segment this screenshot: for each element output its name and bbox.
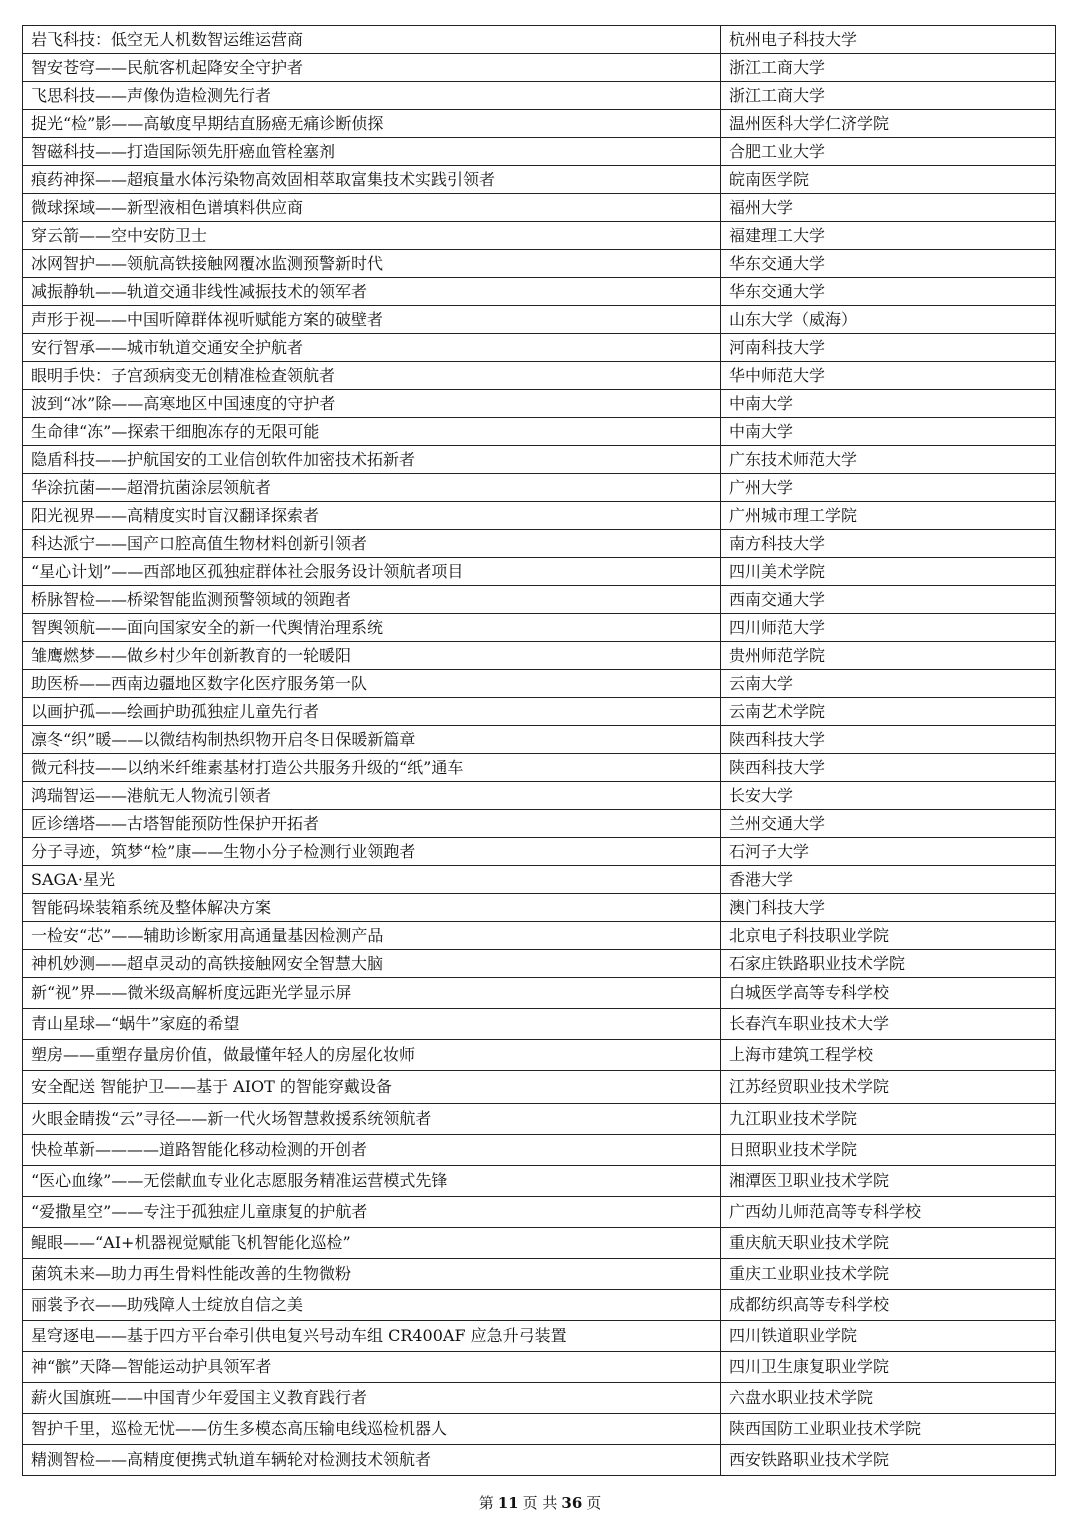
table-row bbox=[23, 1259, 1056, 1290]
table-row bbox=[23, 82, 1056, 110]
school-name-cell: 长安大学 bbox=[721, 782, 1056, 810]
school-name-cell: 广东技术师范大学 bbox=[721, 446, 1056, 474]
table-row bbox=[23, 278, 1056, 306]
project-name-cell: 青山星球—“蜗牛”家庭的希望 bbox=[23, 1009, 721, 1040]
school-name-cell: 长春汽车职业技术大学 bbox=[721, 1009, 1056, 1040]
school-name-cell: 云南大学 bbox=[721, 670, 1056, 698]
school-name-cell: 福建理工大学 bbox=[721, 222, 1056, 250]
school-name-cell: 南方科技大学 bbox=[721, 530, 1056, 558]
footer-page-number: 11 bbox=[497, 1494, 519, 1512]
project-name-cell: 痕药神探——超痕量水体污染物高效固相萃取富集技术实践引领者 bbox=[23, 166, 721, 194]
school-name-cell: 贵州师范学院 bbox=[721, 642, 1056, 670]
page-footer bbox=[0, 1492, 1080, 1513]
project-name-cell: 岩飞科技：低空无人机数智运维运营商 bbox=[23, 26, 721, 54]
project-name-cell: “爱撒星空”——专注于孤独症儿童康复的护航者 bbox=[23, 1197, 721, 1228]
footer-prefix: 第 bbox=[478, 1494, 494, 1512]
project-name-cell: 安行智承——城市轨道交通安全护航者 bbox=[23, 334, 721, 362]
school-name-cell: 澳门科技大学 bbox=[721, 894, 1056, 922]
project-name-cell: 智能码垛装箱系统及整体解决方案 bbox=[23, 894, 721, 922]
project-name-cell: 神机妙测——超卓灵动的高铁接触网安全智慧大脑 bbox=[23, 950, 721, 978]
project-name-cell: 减振静轨——轨道交通非线性减振技术的领军者 bbox=[23, 278, 721, 306]
project-name-cell: 捉光“检”影——高敏度早期结直肠癌无痛诊断侦探 bbox=[23, 110, 721, 138]
footer-suffix: 页 bbox=[586, 1494, 602, 1512]
table-row bbox=[23, 1383, 1056, 1414]
project-name-cell: 微元科技——以纳米纤维素基材打造公共服务升级的“纸”通车 bbox=[23, 754, 721, 782]
project-name-cell: 匠诊缮塔——古塔智能预防性保护开拓者 bbox=[23, 810, 721, 838]
project-name-cell: 智护千里，巡检无忧——仿生多模态高压输电线巡检机器人 bbox=[23, 1414, 721, 1445]
table-row bbox=[23, 950, 1056, 978]
school-name-cell: 西南交通大学 bbox=[721, 586, 1056, 614]
project-name-cell: 丽裳予衣——助残障人士绽放自信之美 bbox=[23, 1290, 721, 1321]
project-name-cell: 阳光视界——高精度实时盲汉翻译探索者 bbox=[23, 502, 721, 530]
school-name-cell: 九江职业技术学院 bbox=[721, 1104, 1056, 1135]
project-name-cell: 鸿瑞智运——港航无人物流引领者 bbox=[23, 782, 721, 810]
table-row bbox=[23, 1135, 1056, 1166]
table-row bbox=[23, 866, 1056, 894]
project-name-cell: “星心计划”——西部地区孤独症群体社会服务设计领航者项目 bbox=[23, 558, 721, 586]
project-name-cell: 智安苍穹——民航客机起降安全守护者 bbox=[23, 54, 721, 82]
project-name-cell: 一检安“芯”——辅助诊断家用高通量基因检测产品 bbox=[23, 922, 721, 950]
table-row bbox=[23, 586, 1056, 614]
project-name-cell: 桥脉智检——桥梁智能监测预警领域的领跑者 bbox=[23, 586, 721, 614]
table-row bbox=[23, 1321, 1056, 1352]
project-name-cell: 鲲眼——“AI+机器视觉赋能飞机智能化巡检” bbox=[23, 1228, 721, 1259]
table-row bbox=[23, 418, 1056, 446]
table-row bbox=[23, 530, 1056, 558]
project-name-cell: 微球探域——新型液相色谱填料供应商 bbox=[23, 194, 721, 222]
table-body bbox=[23, 26, 1056, 1476]
school-name-cell: 石河子大学 bbox=[721, 838, 1056, 866]
school-name-cell: 浙江工商大学 bbox=[721, 54, 1056, 82]
school-name-cell: 中南大学 bbox=[721, 418, 1056, 446]
school-name-cell: 重庆航天职业技术学院 bbox=[721, 1228, 1056, 1259]
table-row bbox=[23, 838, 1056, 866]
project-name-cell: “医心血缘”——无偿献血专业化志愿服务精准运营模式先锋 bbox=[23, 1166, 721, 1197]
school-name-cell: 四川美术学院 bbox=[721, 558, 1056, 586]
table-row bbox=[23, 110, 1056, 138]
project-name-cell: 塑房——重塑存量房价值，做最懂年轻人的房屋化妆师 bbox=[23, 1040, 721, 1071]
table-row bbox=[23, 166, 1056, 194]
project-name-cell: 火眼金睛拨“云”寻径——新一代火场智慧救援系统领航者 bbox=[23, 1104, 721, 1135]
school-name-cell: 华中师范大学 bbox=[721, 362, 1056, 390]
project-name-cell: 眼明手快：子宫颈病变无创精准检查领航者 bbox=[23, 362, 721, 390]
footer-middle: 页 共 bbox=[522, 1494, 558, 1512]
table-row bbox=[23, 390, 1056, 418]
project-name-cell: 神“髌”天降—智能运动护具领军者 bbox=[23, 1352, 721, 1383]
table-row bbox=[23, 782, 1056, 810]
school-name-cell: 六盘水职业技术学院 bbox=[721, 1383, 1056, 1414]
project-name-cell: 菌筑未来—助力再生骨料性能改善的生物微粉 bbox=[23, 1259, 721, 1290]
school-name-cell: 成都纺织高等专科学校 bbox=[721, 1290, 1056, 1321]
project-name-cell: 以画护孤——绘画护助孤独症儿童先行者 bbox=[23, 698, 721, 726]
project-name-cell: 穿云箭——空中安防卫士 bbox=[23, 222, 721, 250]
school-name-cell: 江苏经贸职业技术学院 bbox=[721, 1071, 1056, 1104]
school-name-cell: 广西幼儿师范高等专科学校 bbox=[721, 1197, 1056, 1228]
footer-total-pages: 36 bbox=[561, 1494, 583, 1512]
school-name-cell: 皖南医学院 bbox=[721, 166, 1056, 194]
table-row bbox=[23, 1009, 1056, 1040]
table-row bbox=[23, 894, 1056, 922]
project-name-cell: 薪火国旗班——中国青少年爱国主义教育践行者 bbox=[23, 1383, 721, 1414]
table-row bbox=[23, 194, 1056, 222]
project-name-cell: 飞思科技——声像伪造检测先行者 bbox=[23, 82, 721, 110]
project-name-cell: 雏鹰燃梦——做乡村少年创新教育的一轮暖阳 bbox=[23, 642, 721, 670]
project-name-cell: 助医桥——西南边疆地区数字化医疗服务第一队 bbox=[23, 670, 721, 698]
project-name-cell: 智舆领航——面向国家安全的新一代舆情治理系统 bbox=[23, 614, 721, 642]
project-name-cell: 声形于视——中国听障群体视听赋能方案的破壁者 bbox=[23, 306, 721, 334]
school-name-cell: 陕西科技大学 bbox=[721, 726, 1056, 754]
school-name-cell: 中南大学 bbox=[721, 390, 1056, 418]
table-row bbox=[23, 502, 1056, 530]
table-row bbox=[23, 54, 1056, 82]
school-name-cell: 温州医科大学仁济学院 bbox=[721, 110, 1056, 138]
table-row bbox=[23, 810, 1056, 838]
table-row bbox=[23, 1228, 1056, 1259]
school-name-cell: 广州城市理工学院 bbox=[721, 502, 1056, 530]
school-name-cell: 上海市建筑工程学校 bbox=[721, 1040, 1056, 1071]
school-name-cell: 兰州交通大学 bbox=[721, 810, 1056, 838]
school-name-cell: 华东交通大学 bbox=[721, 278, 1056, 306]
school-name-cell: 陕西科技大学 bbox=[721, 754, 1056, 782]
table-row bbox=[23, 222, 1056, 250]
project-name-cell: 星穹逐电——基于四方平台牵引供电复兴号动车组 CR400AF 应急升弓装置 bbox=[23, 1321, 721, 1352]
school-name-cell: 山东大学（威海） bbox=[721, 306, 1056, 334]
project-name-cell: 快检革新————道路智能化移动检测的开创者 bbox=[23, 1135, 721, 1166]
project-name-cell: 生命律“冻”—探索干细胞冻存的无限可能 bbox=[23, 418, 721, 446]
school-name-cell: 合肥工业大学 bbox=[721, 138, 1056, 166]
table-row bbox=[23, 558, 1056, 586]
school-name-cell: 云南艺术学院 bbox=[721, 698, 1056, 726]
school-name-cell: 陕西国防工业职业技术学院 bbox=[721, 1414, 1056, 1445]
project-name-cell: 华涂抗菌——超滑抗菌涂层领航者 bbox=[23, 474, 721, 502]
project-name-cell: 精测智检——高精度便携式轨道车辆轮对检测技术领航者 bbox=[23, 1445, 721, 1476]
school-name-cell: 河南科技大学 bbox=[721, 334, 1056, 362]
school-name-cell: 西安铁路职业技术学院 bbox=[721, 1445, 1056, 1476]
project-name-cell: 冰网智护——领航高铁接触网覆冰监测预警新时代 bbox=[23, 250, 721, 278]
school-name-cell: 华东交通大学 bbox=[721, 250, 1056, 278]
project-name-cell: 隐盾科技——护航国安的工业信创软件加密技术拓新者 bbox=[23, 446, 721, 474]
school-name-cell: 湘潭医卫职业技术学院 bbox=[721, 1166, 1056, 1197]
school-name-cell: 北京电子科技职业学院 bbox=[721, 922, 1056, 950]
school-name-cell: 四川铁道职业学院 bbox=[721, 1321, 1056, 1352]
table-row bbox=[23, 474, 1056, 502]
table-row bbox=[23, 1166, 1056, 1197]
table-row bbox=[23, 334, 1056, 362]
table-row bbox=[23, 1071, 1056, 1104]
table-row bbox=[23, 698, 1056, 726]
project-name-cell: SAGA·星光 bbox=[23, 866, 721, 894]
table-row bbox=[23, 1104, 1056, 1135]
school-name-cell: 广州大学 bbox=[721, 474, 1056, 502]
table-row bbox=[23, 138, 1056, 166]
table-row bbox=[23, 1290, 1056, 1321]
school-name-cell: 福州大学 bbox=[721, 194, 1056, 222]
school-name-cell: 日照职业技术学院 bbox=[721, 1135, 1056, 1166]
table-row bbox=[23, 754, 1056, 782]
project-name-cell: 凛冬“织”暖——以微结构制热织物开启冬日保暖新篇章 bbox=[23, 726, 721, 754]
table-row bbox=[23, 1445, 1056, 1476]
table-row bbox=[23, 1352, 1056, 1383]
table-row bbox=[23, 26, 1056, 54]
table-row bbox=[23, 1414, 1056, 1445]
school-name-cell: 四川卫生康复职业学院 bbox=[721, 1352, 1056, 1383]
table-row bbox=[23, 922, 1056, 950]
project-name-cell: 智磁科技——打造国际领先肝癌血管栓塞剂 bbox=[23, 138, 721, 166]
table-row bbox=[23, 726, 1056, 754]
school-name-cell: 石家庄铁路职业技术学院 bbox=[721, 950, 1056, 978]
table-row bbox=[23, 1197, 1056, 1228]
table-row bbox=[23, 250, 1056, 278]
project-table bbox=[22, 25, 1056, 1476]
table-row bbox=[23, 642, 1056, 670]
school-name-cell: 浙江工商大学 bbox=[721, 82, 1056, 110]
project-name-cell: 科达派宁——国产口腔高值生物材料创新引领者 bbox=[23, 530, 721, 558]
school-name-cell: 杭州电子科技大学 bbox=[721, 26, 1056, 54]
project-name-cell: 分子寻迹，筑梦“检”康——生物小分子检测行业领跑者 bbox=[23, 838, 721, 866]
table-row bbox=[23, 614, 1056, 642]
table-row bbox=[23, 1040, 1056, 1071]
table-row bbox=[23, 306, 1056, 334]
school-name-cell: 香港大学 bbox=[721, 866, 1056, 894]
project-name-cell: 波到“冰”除——高寒地区中国速度的守护者 bbox=[23, 390, 721, 418]
table-row bbox=[23, 670, 1056, 698]
table-row bbox=[23, 362, 1056, 390]
school-name-cell: 白城医学高等专科学校 bbox=[721, 978, 1056, 1009]
project-name-cell: 新“视”界——微米级高解析度远距光学显示屏 bbox=[23, 978, 721, 1009]
table-row bbox=[23, 446, 1056, 474]
school-name-cell: 四川师范大学 bbox=[721, 614, 1056, 642]
table-row bbox=[23, 978, 1056, 1009]
school-name-cell: 重庆工业职业技术学院 bbox=[721, 1259, 1056, 1290]
project-name-cell: 安全配送 智能护卫——基于 AIOT 的智能穿戴设备 bbox=[23, 1071, 721, 1104]
